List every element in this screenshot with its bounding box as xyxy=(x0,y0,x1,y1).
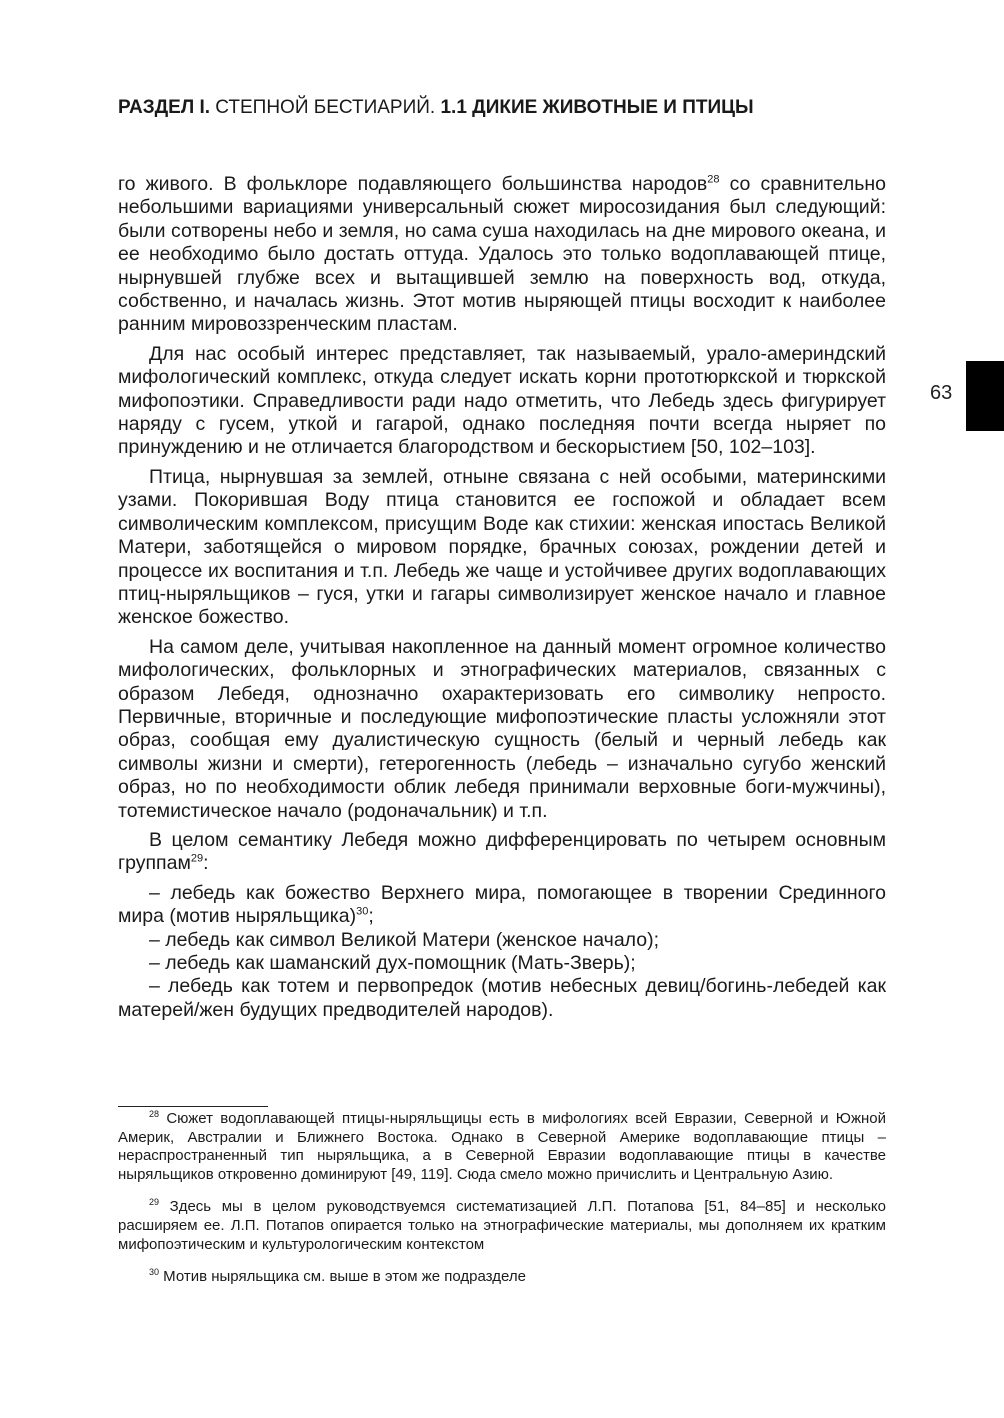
footnotes xyxy=(118,1110,886,1301)
list-item-1-text-a: – лебедь как божество Верхнего мира, помогающее в творении Срединного мира (мотив ныряльщика) xyxy=(118,881,886,928)
paragraph-1-text-a: го живого. В фольклоре подавляющего большинства народов xyxy=(118,173,708,195)
footnote-number: 28 xyxy=(149,1109,160,1119)
paragraph-1-text-b: со сравнительно небольшими вариациями универсальный сюжет миросозидания был следующий: были сотворены небо и земля, но сама суша находилась на дне мирового океана, и ее необходимо было достать оттуда. Удалось это только водоплавающей птице, нырнувшей глубже всех и вытащившей землю на поверхность вод, откуда, собственно, и началась жизнь. Этот мотив ныряющей птицы восходит к наиболее ранним мировоззренческим пластам. xyxy=(118,173,887,336)
paragraph-4: На самом деле, учитывая накопленное на данный момент огромное количество мифологических, фольклорных и этнографических материалов, связанных с образом Лебедя, однозначно охарактеризовать его символику непросто. Первичные, вторичные и последующие мифопоэтические пласты усложняли этот образ, сообщая ему дуалистическую сущность (белый и черный лебедь как символы жизни и смерти), гетерогенность (лебедь – изначально сугубо женский образ, но по необходимости облик лебедя принимали верховные боги-мужчины), тотемистическое начало (родоначальник) и т.п. xyxy=(118,635,886,822)
list-item: – лебедь как шаманский дух-помощник (Мать-Зверь); xyxy=(149,952,636,974)
footnote-number: 29 xyxy=(149,1197,160,1208)
paragraph-5-text-a: В целом семантику Лебедя можно дифференцировать по четырем основным группам xyxy=(118,828,886,875)
footnote-text: Здесь мы в целом руководствуемся систематизацией Л.П. Потапова [51, 84–85] и несколько расширяем ее. Л.П. Потапов опирается только на этнографические материалы, мы дополняем их кратким мифопоэтическим и культурологическим контекстом xyxy=(118,1198,886,1253)
footnote-separator xyxy=(118,1106,268,1107)
header-section: 1.1 ДИКИЕ ЖИВОТНЫЕ И ПТИЦЫ xyxy=(440,97,754,118)
footnote-30 xyxy=(118,1268,886,1287)
list-item: – лебедь как символ Великой Матери (женское начало); xyxy=(149,928,660,951)
paragraph-5 xyxy=(118,829,886,876)
footnote-ref-29: 29 xyxy=(190,852,204,865)
paragraph-1 xyxy=(118,173,886,337)
footnote-28 xyxy=(118,1110,886,1184)
paragraph-3: Птица, нырнувшая за землей, отныне связана с ней особыми, материнскими узами. Покорившая Воду птица становится ее госпожой и обладает всем символическим комплексом, присущим Воде как стихии: женская ипостась Великой Матери, заботящейся о мировом порядке, брачных союзах, рождении детей и процессе их воспитания и т.п. Лебедь же чаще и устойчивее других водоплавающих птиц-ныряльщиков – гуся, утки и гагары символизирует женское начало и главное женское божество. xyxy=(118,465,886,629)
footnote-ref-28: 28 xyxy=(707,173,720,186)
running-header xyxy=(118,96,898,120)
thumb-index-tab xyxy=(966,361,1004,431)
footnote-29 xyxy=(118,1198,886,1254)
list-item xyxy=(118,882,886,929)
main-text xyxy=(118,173,886,1022)
list-item-1-text-b: ; xyxy=(368,905,374,928)
paragraph-5-text-b: : xyxy=(203,852,209,875)
paragraph-2: Для нас особый интерес представляет, так называемый, урало-америндский мифологический комплекс, откуда следует искать корни прототюркской и тюркской мифопоэтики. Справедливости ради надо отметить, что Лебедь здесь фигурирует наряду с гусем, уткой и гагарой, однако последняя почти всегда ныряет по принуждению и не отличается благородством и бескорыстием [50, 102–103]. xyxy=(118,342,886,459)
header-part-title: СТЕПНОЙ БЕСТИАРИЙ. xyxy=(210,97,441,118)
footnote-text: Сюжет водоплавающей птицы-ныряльщицы есть в мифологиях всей Евразии, Северной и Южной Америк, Австралии и Ближнего Востока. Однако в Северной Америке водоплавающие птицы – нераспространенный тип ныряльщика, а в Северной Евразии водоплавающие птицы в качестве ныряльщиков откровенно доминируют [49, 119]. Сюда смело можно причислить и Центральную Азию. xyxy=(118,1110,886,1183)
page-number: 63 xyxy=(930,382,953,404)
footnote-number: 30 xyxy=(149,1267,160,1278)
footnote-ref-30: 30 xyxy=(356,905,369,918)
footnote-text: Мотив ныряльщика см. выше в этом же подразделе xyxy=(159,1268,526,1286)
header-part: РАЗДЕЛ I. xyxy=(118,97,211,118)
list-item: – лебедь как тотем и первопредок (мотив небесных девиц/богинь-лебедей как матерей/жен будущих предводителей народов). xyxy=(118,975,886,1021)
